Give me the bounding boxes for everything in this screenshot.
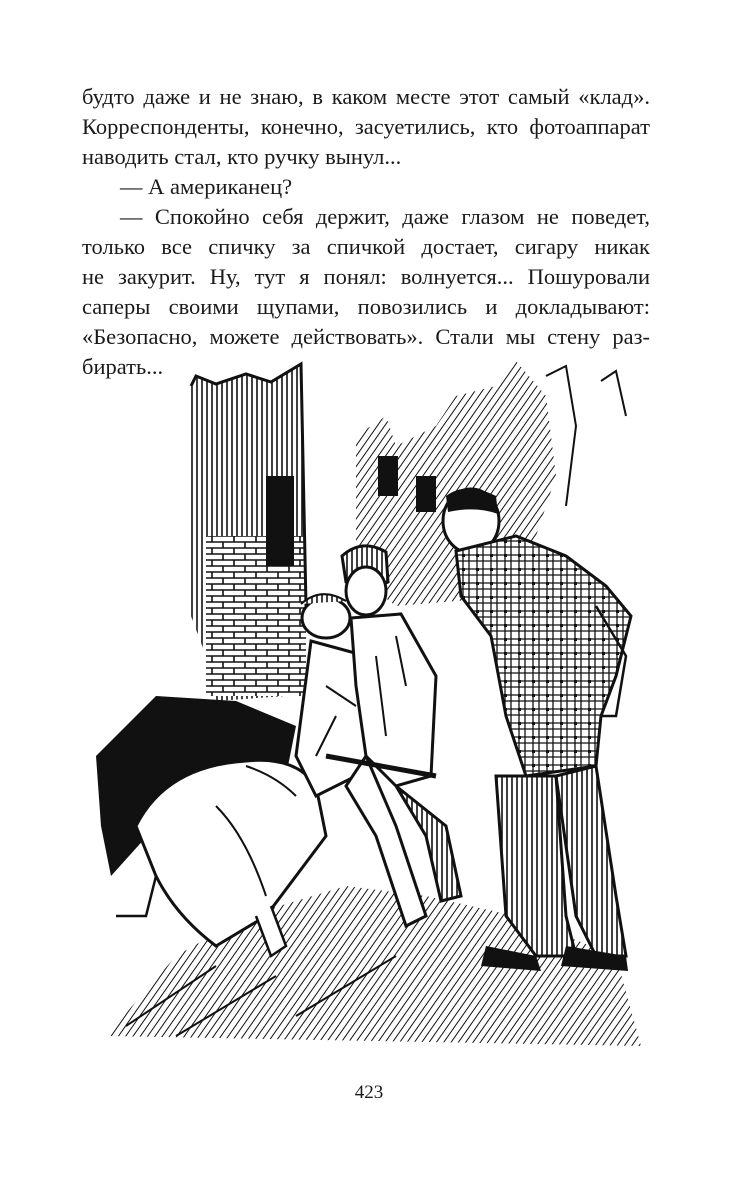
illustration-soldiers-dismantling-wall	[96, 356, 644, 1046]
paragraph-2	[82, 172, 650, 202]
text-line: «Безопасно, можете действовать». Стали мы стену раз-	[82, 324, 650, 349]
text-line: бирать...	[82, 354, 164, 379]
page-number: 423	[354, 1082, 384, 1103]
text-line: будто даже и не знаю, в каком месте этот самый «клад».	[82, 84, 650, 109]
text-line: — Спокойно себя держит, даже глазом не поведет,	[120, 204, 650, 229]
paragraph-1	[82, 82, 650, 172]
text-line: только все спичку за спичкой достает, сигару никак	[82, 234, 650, 259]
paragraph-3	[82, 202, 650, 382]
text-line: наводить стал, кто ручку вынул...	[82, 144, 402, 169]
text-line: саперы своими щупами, повозились и докладывают:	[82, 294, 650, 319]
text-line: — А американец?	[120, 174, 293, 199]
ruined-wall	[191, 364, 306, 701]
text-line: не закурит. Ну, тут я понял: волнуется... Пошуровали	[82, 264, 650, 289]
man-in-plaid-shirt	[443, 489, 631, 972]
text-line: Корреспонденты, конечно, засуетились, кто фотоаппарат	[82, 114, 650, 139]
body-text	[82, 82, 650, 382]
